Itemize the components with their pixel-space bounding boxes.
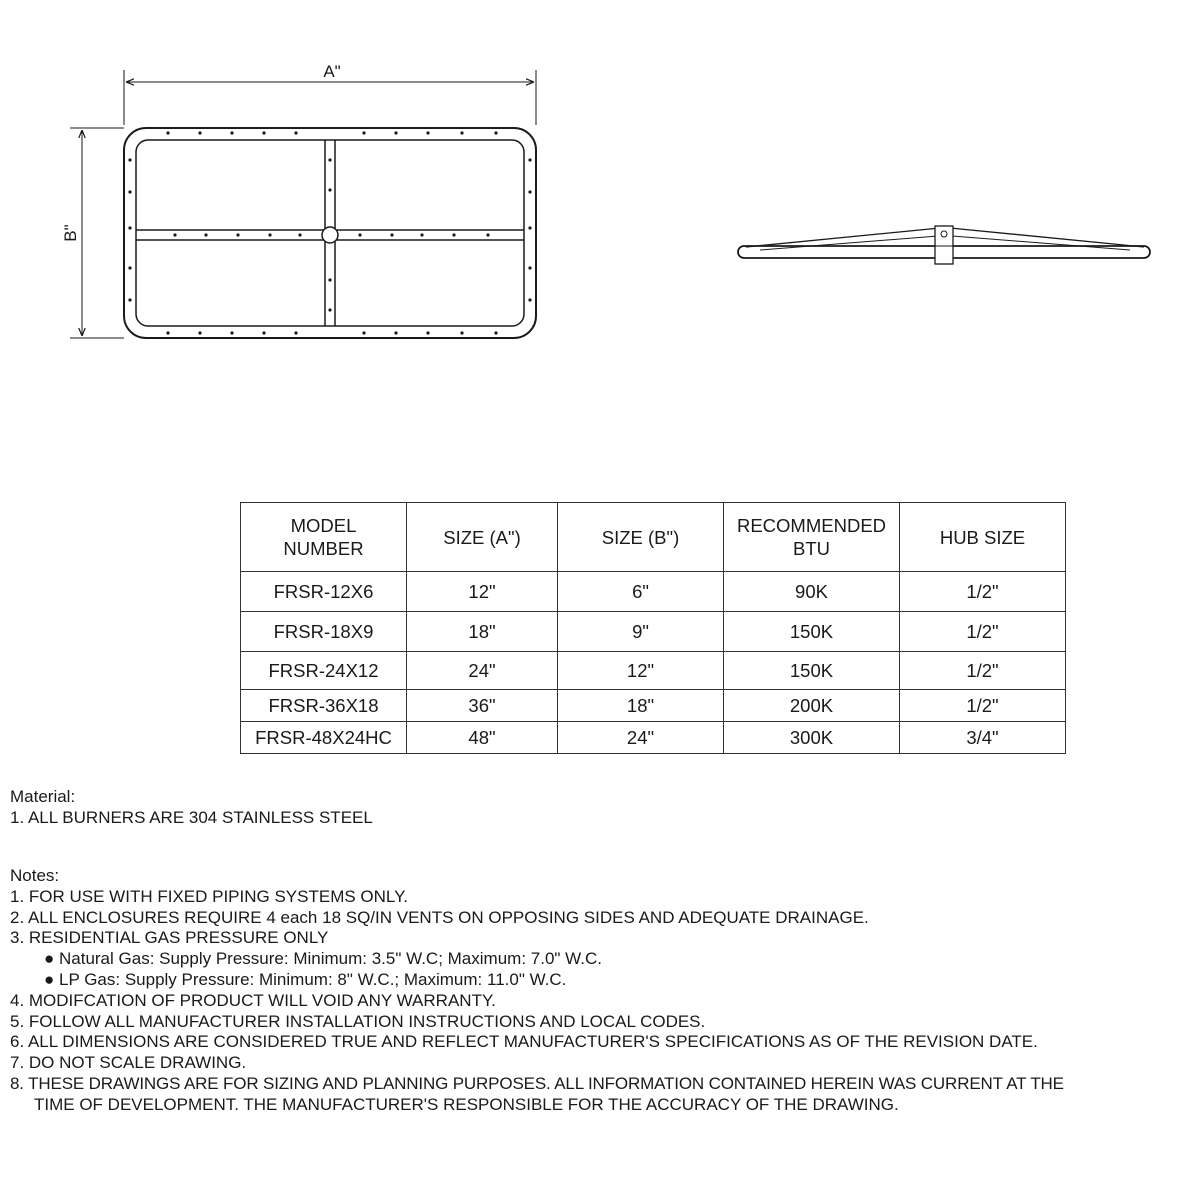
table-row: [241, 722, 1066, 754]
burner-port: [328, 188, 331, 191]
cell-size-b: 12": [558, 652, 724, 690]
burner-port: [460, 131, 463, 134]
cell-hub: 1/2": [900, 690, 1066, 722]
burner-port: [358, 233, 361, 236]
cell-size-a: 24": [407, 652, 558, 690]
burner-port: [230, 131, 233, 134]
table-row: [241, 690, 1066, 722]
burner-port: [262, 331, 265, 334]
note-item-continuation: TIME OF DEVELOPMENT. THE MANUFACTURER'S RESPONSIBLE FOR THE ACCURACY OF THE DRAWING.: [34, 1094, 899, 1114]
burner-port: [494, 331, 497, 334]
note-item: 5. FOLLOW ALL MANUFACTURER INSTALLATION INSTRUCTIONS AND LOCAL CODES.: [10, 1011, 706, 1031]
material-heading: Material:: [10, 787, 76, 806]
burner-port: [452, 233, 455, 236]
specifications-table: [240, 502, 1066, 754]
header-hub-size: HUB SIZE: [900, 503, 1066, 572]
burner-port: [528, 190, 531, 193]
dimension-b-label: B": [61, 224, 80, 242]
header-recommended-btu: RECOMMENDED BTU: [724, 503, 900, 572]
burner-port: [198, 331, 201, 334]
cell-hub: 1/2": [900, 572, 1066, 612]
dimension-b: [61, 128, 124, 338]
header-size-a: SIZE (A"): [407, 503, 558, 572]
burner-drawing: [0, 0, 1200, 480]
burner-port: [426, 131, 429, 134]
cell-model: FRSR-12X6: [241, 572, 407, 612]
burner-port: [128, 158, 131, 161]
table-row: [241, 652, 1066, 690]
cell-model: FRSR-18X9: [241, 612, 407, 652]
burner-port: [362, 131, 365, 134]
burner-port: [528, 298, 531, 301]
note-item: 2. ALL ENCLOSURES REQUIRE 4 each 18 SQ/IN VENTS ON OPPOSING SIDES AND ADEQUATE DRAINAGE.: [10, 907, 869, 927]
note-item: 6. ALL DIMENSIONS ARE CONSIDERED TRUE AND REFLECT MANUFACTURER'S SPECIFICATIONS AS OF THE REVISION DATE.: [10, 1032, 1038, 1052]
burner-port: [394, 331, 397, 334]
burner-port: [460, 331, 463, 334]
material-item: 1. ALL BURNERS ARE 304 STAINLESS STEEL: [10, 807, 373, 827]
cell-btu: 90K: [724, 572, 900, 612]
burner-port: [166, 131, 169, 134]
burner-port: [128, 298, 131, 301]
burner-port: [262, 131, 265, 134]
burner-port: [230, 331, 233, 334]
table-row: [241, 572, 1066, 612]
cell-size-b: 6": [558, 572, 724, 612]
burner-port: [420, 233, 423, 236]
cell-btu: 200K: [724, 690, 900, 722]
burner-port: [128, 226, 131, 229]
burner-port: [390, 233, 393, 236]
burner-port: [328, 308, 331, 311]
cell-size-a: 36": [407, 690, 558, 722]
cell-size-b: 9": [558, 612, 724, 652]
burner-port: [528, 226, 531, 229]
cell-hub: 1/2": [900, 612, 1066, 652]
burner-port: [394, 131, 397, 134]
burner-port: [198, 131, 201, 134]
burner-port: [236, 233, 239, 236]
burner-side-view: [738, 226, 1150, 264]
burner-port: [166, 331, 169, 334]
header-model-number: MODEL NUMBER: [241, 503, 407, 572]
table-row: [241, 612, 1066, 652]
notes-section: [10, 866, 1200, 1116]
cell-model: FRSR-24X12: [241, 652, 407, 690]
notes-heading: Notes:: [10, 866, 60, 885]
burner-port: [494, 131, 497, 134]
burner-port: [298, 233, 301, 236]
note-item: 3. RESIDENTIAL GAS PRESSURE ONLY: [10, 928, 329, 948]
cell-size-a: 12": [407, 572, 558, 612]
burner-port: [362, 331, 365, 334]
burner-port: [528, 158, 531, 161]
note-subitem: ● Natural Gas: Supply Pressure: Minimum: 3.5" W.C; Maximum: 7.0" W.C.: [44, 949, 602, 969]
note-item: 7. DO NOT SCALE DRAWING.: [10, 1053, 247, 1073]
burner-port: [173, 233, 176, 236]
burner-port: [328, 158, 331, 161]
burner-port: [328, 278, 331, 281]
burner-port: [128, 266, 131, 269]
burner-port: [128, 190, 131, 193]
burner-port: [268, 233, 271, 236]
cell-model: FRSR-36X18: [241, 690, 407, 722]
dimension-a: [124, 62, 536, 125]
note-item: 4. MODIFCATION OF PRODUCT WILL VOID ANY WARRANTY.: [10, 990, 496, 1010]
note-item: 1. FOR USE WITH FIXED PIPING SYSTEMS ONLY.: [10, 886, 408, 906]
cell-size-b: 18": [558, 690, 724, 722]
cell-size-a: 18": [407, 612, 558, 652]
cell-hub: 3/4": [900, 722, 1066, 754]
burner-port: [294, 331, 297, 334]
header-size-b: SIZE (B"): [558, 503, 724, 572]
burner-port: [204, 233, 207, 236]
burner-port: [486, 233, 489, 236]
burner-port: [426, 331, 429, 334]
cell-btu: 300K: [724, 722, 900, 754]
note-item: 8. THESE DRAWINGS ARE FOR SIZING AND PLANNING PURPOSES. ALL INFORMATION CONTAINED HEREIN WAS CURRENT AT THE: [10, 1073, 1064, 1093]
cell-btu: 150K: [724, 612, 900, 652]
burner-port: [528, 266, 531, 269]
dimension-a-label: A": [323, 62, 341, 81]
note-subitem: ● LP Gas: Supply Pressure: Minimum: 8" W.C.; Maximum: 11.0" W.C.: [44, 969, 567, 989]
cell-size-b: 24": [558, 722, 724, 754]
cell-hub: 1/2": [900, 652, 1066, 690]
cell-btu: 150K: [724, 652, 900, 690]
burner-port: [294, 131, 297, 134]
material-section: [10, 787, 1200, 829]
table-header-row: [241, 503, 1066, 572]
cell-model: FRSR-48X24HC: [241, 722, 407, 754]
cell-size-a: 48": [407, 722, 558, 754]
